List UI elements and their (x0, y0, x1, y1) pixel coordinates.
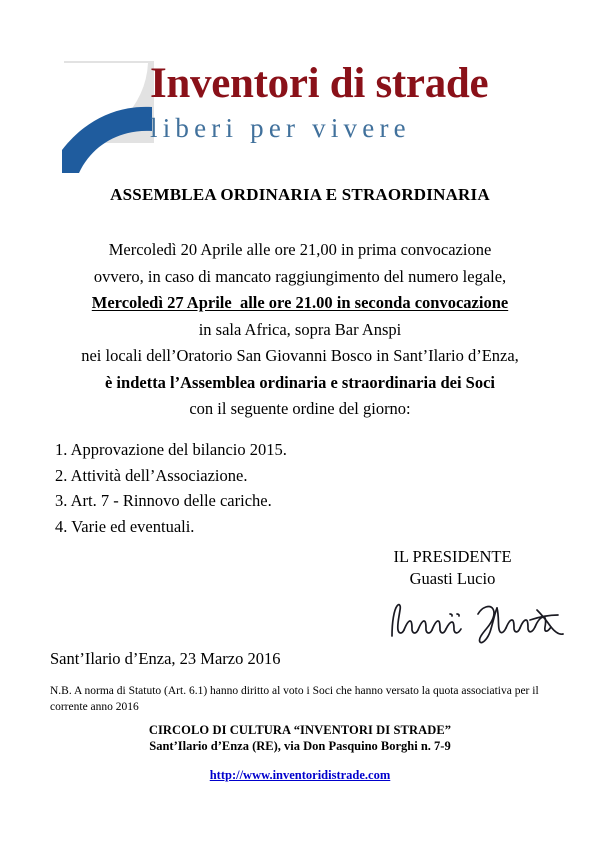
nota-bene-note: N.B. A norma di Statuto (Art. 6.1) hanno diritto al voto i Soci che hanno versato la quota associativa per il corrente anno 2016 (50, 685, 539, 713)
body-line-declaration: è indetta l’Assemblea ordinaria e straordinaria dei Soci (104, 372, 495, 392)
signature-name: Guasti Lucio (409, 569, 496, 588)
page-footer (0, 722, 600, 784)
body-line: nei locali dell’Oratorio San Giovanni Bosco in Sant’Ilario d’Enza, (81, 346, 519, 365)
list-item: 3. Art. 7 - Rinnovo delle cariche. (55, 491, 272, 510)
signature-role: IL PRESIDENTE (393, 547, 512, 566)
footer-organization: CIRCOLO DI CULTURA “INVENTORI DI STRADE” (148, 723, 452, 737)
page-title: ASSEMBLEA ORDINARIA E STRAORDINARIA (110, 185, 490, 204)
list-item: 2. Attività dell’Associazione. (55, 465, 248, 485)
handwritten-signature-icon (330, 596, 575, 644)
body-line: Mercoledì 20 Aprile alle ore 21,00 in prima convocazione (108, 240, 492, 259)
body-line-second-call: Mercoledì 27 Aprile alle ore 21.00 in seconda convocazione (91, 293, 509, 312)
logo-tagline: liberi per vivere (150, 113, 411, 143)
logo-title: Inventori di strade (150, 60, 489, 107)
logo-wordmark (150, 59, 540, 145)
list-item: 1. Approvazione del bilancio 2015. (55, 440, 287, 459)
signature-block (330, 546, 575, 644)
agenda-list (55, 437, 495, 539)
body-line: in sala Africa, sopra Bar Anspi (198, 319, 402, 339)
footer-address: Sant’Ilario d’Enza (RE), via Don Pasquino Borghi n. 7-9 (149, 739, 451, 753)
list-item: 4. Varie ed eventuali. (55, 516, 195, 536)
road-swoosh-mark-icon (62, 57, 158, 175)
organization-logo (62, 57, 542, 175)
date-line: Sant’Ilario d’Enza, 23 Marzo 2016 (50, 649, 281, 668)
footer-website-link[interactable]: http://www.inventoridistrade.com (209, 768, 391, 782)
body-line: ovvero, in caso di mancato raggiungimento del numero legale, (93, 266, 507, 286)
announcement-body (30, 237, 570, 423)
body-line: con il seguente ordine del giorno: (189, 399, 411, 418)
